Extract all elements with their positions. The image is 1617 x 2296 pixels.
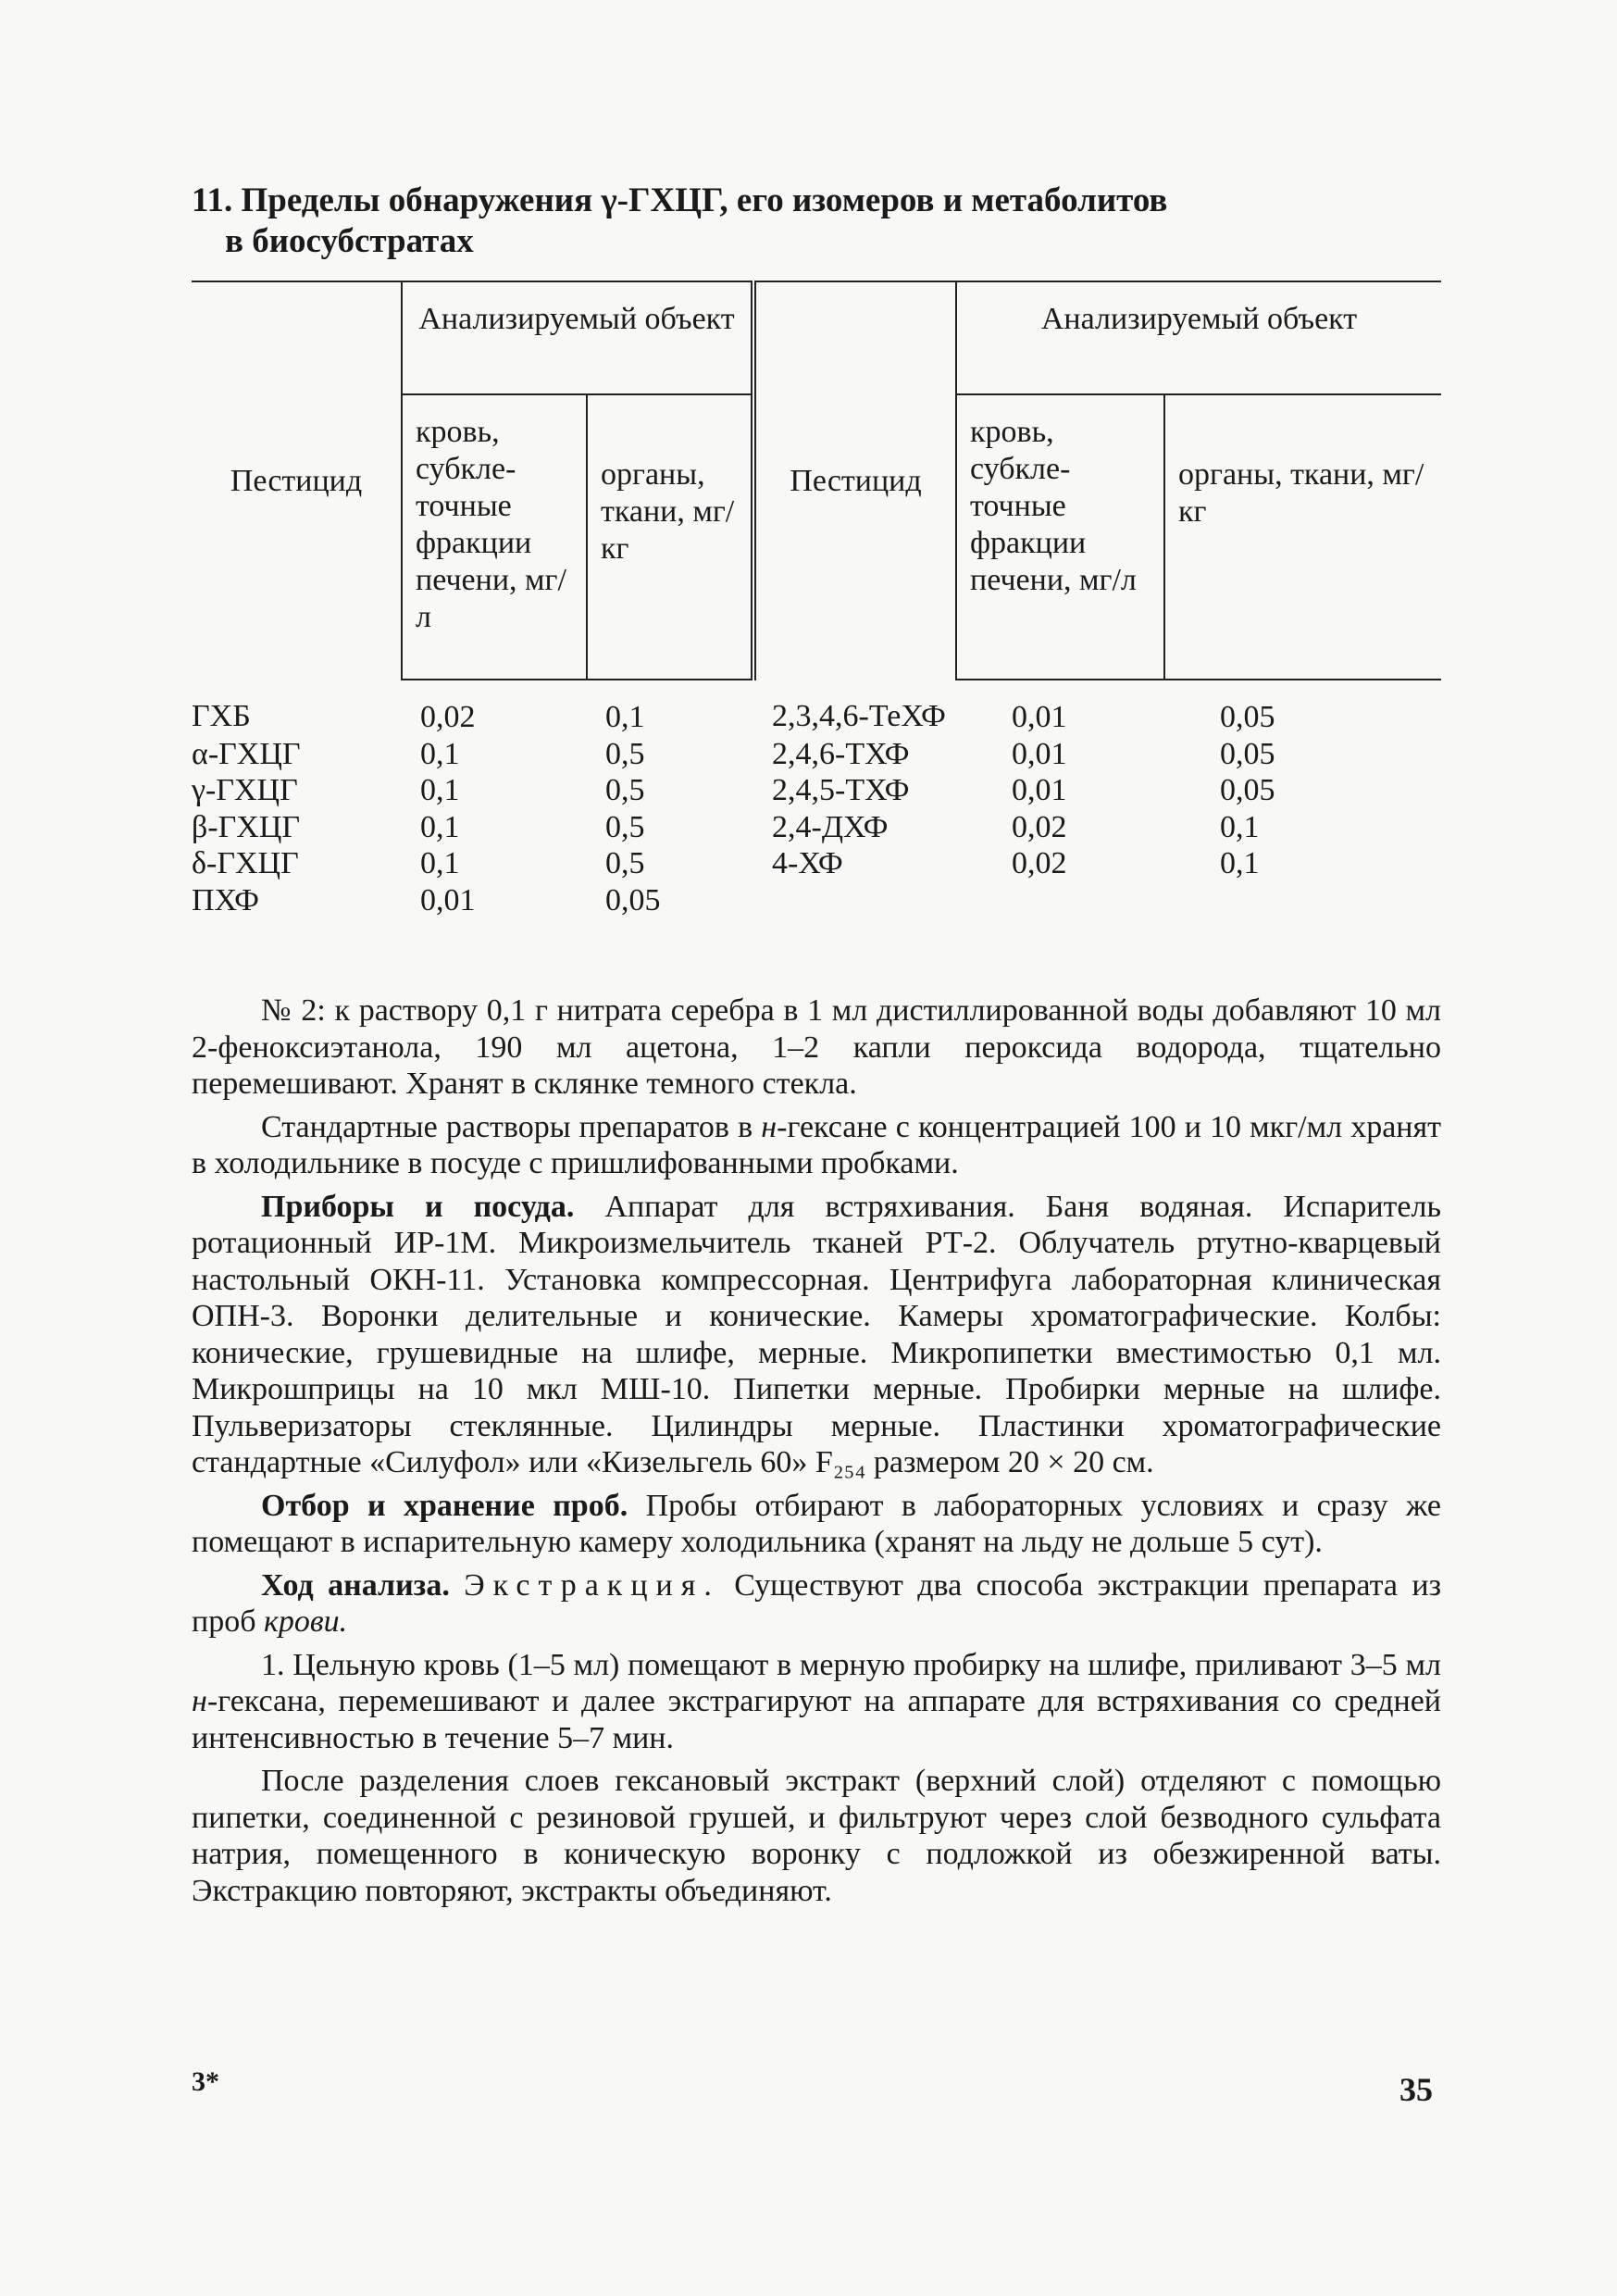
cell-organs: 0,5 [605,736,645,771]
paragraph-step-1: 1. Цельную кровь (1–5 мл) помещают в мерную пробирку на шлифе, приливают 3–5 мл н-гексана, перемешивают и далее экстрагируют на аппарате для встряхивания со средней интенсивностью в течение 5–7 мин. [192,1647,1441,1755]
header-blood-left: кровь, субкле-точные фракции печени, мг/л [402,394,587,680]
table-title [192,181,1441,262]
cell-organs: 0,05 [1220,700,1275,734]
cell-pesticide: ГХБ [192,699,251,733]
cell-blood: 0,02 [1012,809,1067,844]
paragraph-analysis: Ход анализа. Экстракция. Существуют два способа экстракции препарата из проб крови. [192,1567,1441,1639]
cell-pesticide: 2,4,6-ТХФ [772,736,910,771]
section-heading: Приборы и посуда. [261,1189,575,1224]
paragraph-sampling: Отбор и хранение проб. Пробы отбирают в лабораторных условиях и сразу же помещают в испарительную камеру холодильника (хранят на льду не дольше 5 сут). [192,1488,1441,1559]
cell-blood: 0,1 [420,846,460,880]
body-text [192,992,1441,1909]
detection-limits-table [192,281,1441,918]
header-pesticide-right: Пестицид [753,281,956,680]
header-organs-right: органы, ткани, мг/кг [1164,394,1441,680]
table-row [192,882,1441,919]
cell-pesticide: ПХФ [192,882,259,917]
cell-organs: 0,05 [1220,736,1275,771]
paragraph-separation: После разделения слоев гексановый экстракт (верхний слой) отделяют с помощью пипетки, соединенной с резиновой грушей, и фильтруют через слой безводного сульфата натрия, помещенного в коническую воронку с подложкой из обезжиренной ваты. Экстракцию повторяют, экстракты объединяют. [192,1764,1441,1908]
cell-pesticide: 2,3,4,6-ТеХФ [772,699,946,733]
cell-blood: 0,01 [1012,736,1067,771]
cell-organs: 0,1 [1220,846,1260,880]
cell-organs: 0,1 [1220,809,1260,844]
header-blood-right: кровь, субкле-точные фракции печени, мг/л [956,394,1164,680]
header-pesticide-left: Пестицид [192,281,402,680]
cell-blood: 0,1 [420,773,460,807]
table-row [192,736,1441,773]
cell-blood: 0,01 [1012,773,1067,807]
cell-organs: 0,5 [605,846,645,880]
cell-organs: 0,5 [605,809,645,844]
header-object-right: Анализируемый объект [956,281,1441,394]
cell-blood: 0,01 [420,882,476,917]
cell-blood: 0,1 [420,736,460,771]
table-row [192,809,1441,846]
spaced-heading: Экстракция. [464,1567,720,1603]
cell-blood: 0,01 [1012,700,1067,734]
cell-pesticide: γ-ГХЦГ [192,773,298,807]
cell-organs: 0,05 [605,882,661,917]
cell-organs: 0,05 [1220,773,1275,807]
cell-pesticide: 2,4-ДХФ [772,809,889,844]
cell-blood: 0,02 [420,700,476,734]
page-number: 35 [1399,2071,1433,2108]
table-row [192,845,1441,882]
section-heading: Отбор и хранение проб. [261,1488,628,1523]
table-row [192,772,1441,809]
cell-pesticide: δ-ГХЦГ [192,846,299,880]
cell-pesticide: α-ГХЦГ [192,736,301,771]
cell-pesticide: 2,4,5-ТХФ [772,773,910,807]
cell-blood: 0,02 [1012,846,1067,880]
paragraph-reagent: № 2: к раствору 0,1 г нитрата серебра в 1 мл дистиллированной воды добавляют 10 мл 2-феноксиэтанола, 190 мл ацетона, 1–2 капли пероксида водорода, тщательно перемешивают. Хранят в склянке темного стекла. [192,993,1441,1101]
signature-mark: 3* [192,2066,219,2097]
table-title-line1: 11. Пределы обнаружения γ-ГХЦГ, его изомеров и метаболитов [192,181,1168,219]
table-row [192,680,1441,736]
header-organs-left: органы, ткани, мг/кг [587,394,753,680]
cell-organs: 0,1 [605,700,645,734]
section-heading: Ход анализа. [261,1567,450,1603]
cell-organs: 0,5 [605,773,645,807]
paragraph-standards: Стандартные растворы препаратов в н-гексане с концентрацией 100 и 10 мкг/мл хранят в холодильнике в посуде с пришлифованными пробками. [192,1109,1441,1180]
cell-pesticide: β-ГХЦГ [192,809,301,844]
cell-blood: 0,1 [420,809,460,844]
cell-pesticide: 4-ХФ [772,846,843,880]
table-title-line2: в биосубстратах [225,222,474,260]
header-object-left: Анализируемый объект [402,281,753,394]
page-content [192,181,1441,1909]
paragraph-equipment: Приборы и посуда. Аппарат для встряхивания. Баня водяная. Испаритель ротационный ИР-1М. Микроизмельчитель тканей РТ-2. Облучатель ртутно-кварцевый настольный ОКН-11. Установка компрессорная. Центрифуга лабораторная клиническая ОПН-3. Воронки делительные и конические. Камеры хроматографические. Колбы: конические, грушевидные на шлифе, мерные. Микропипетки вместимостью 0,1 мл. Микрошприцы на 10 мкл МШ-10. Пипетки мерные. Пробирки мерные на шлифе. Пульверизаторы стеклянные. Цилиндры мерные. Пластинки хроматографические стандартные «Силуфол» или «Кизельгель 60» F₂₅₄ размером 20 × 20 см. [192,1189,1441,1479]
